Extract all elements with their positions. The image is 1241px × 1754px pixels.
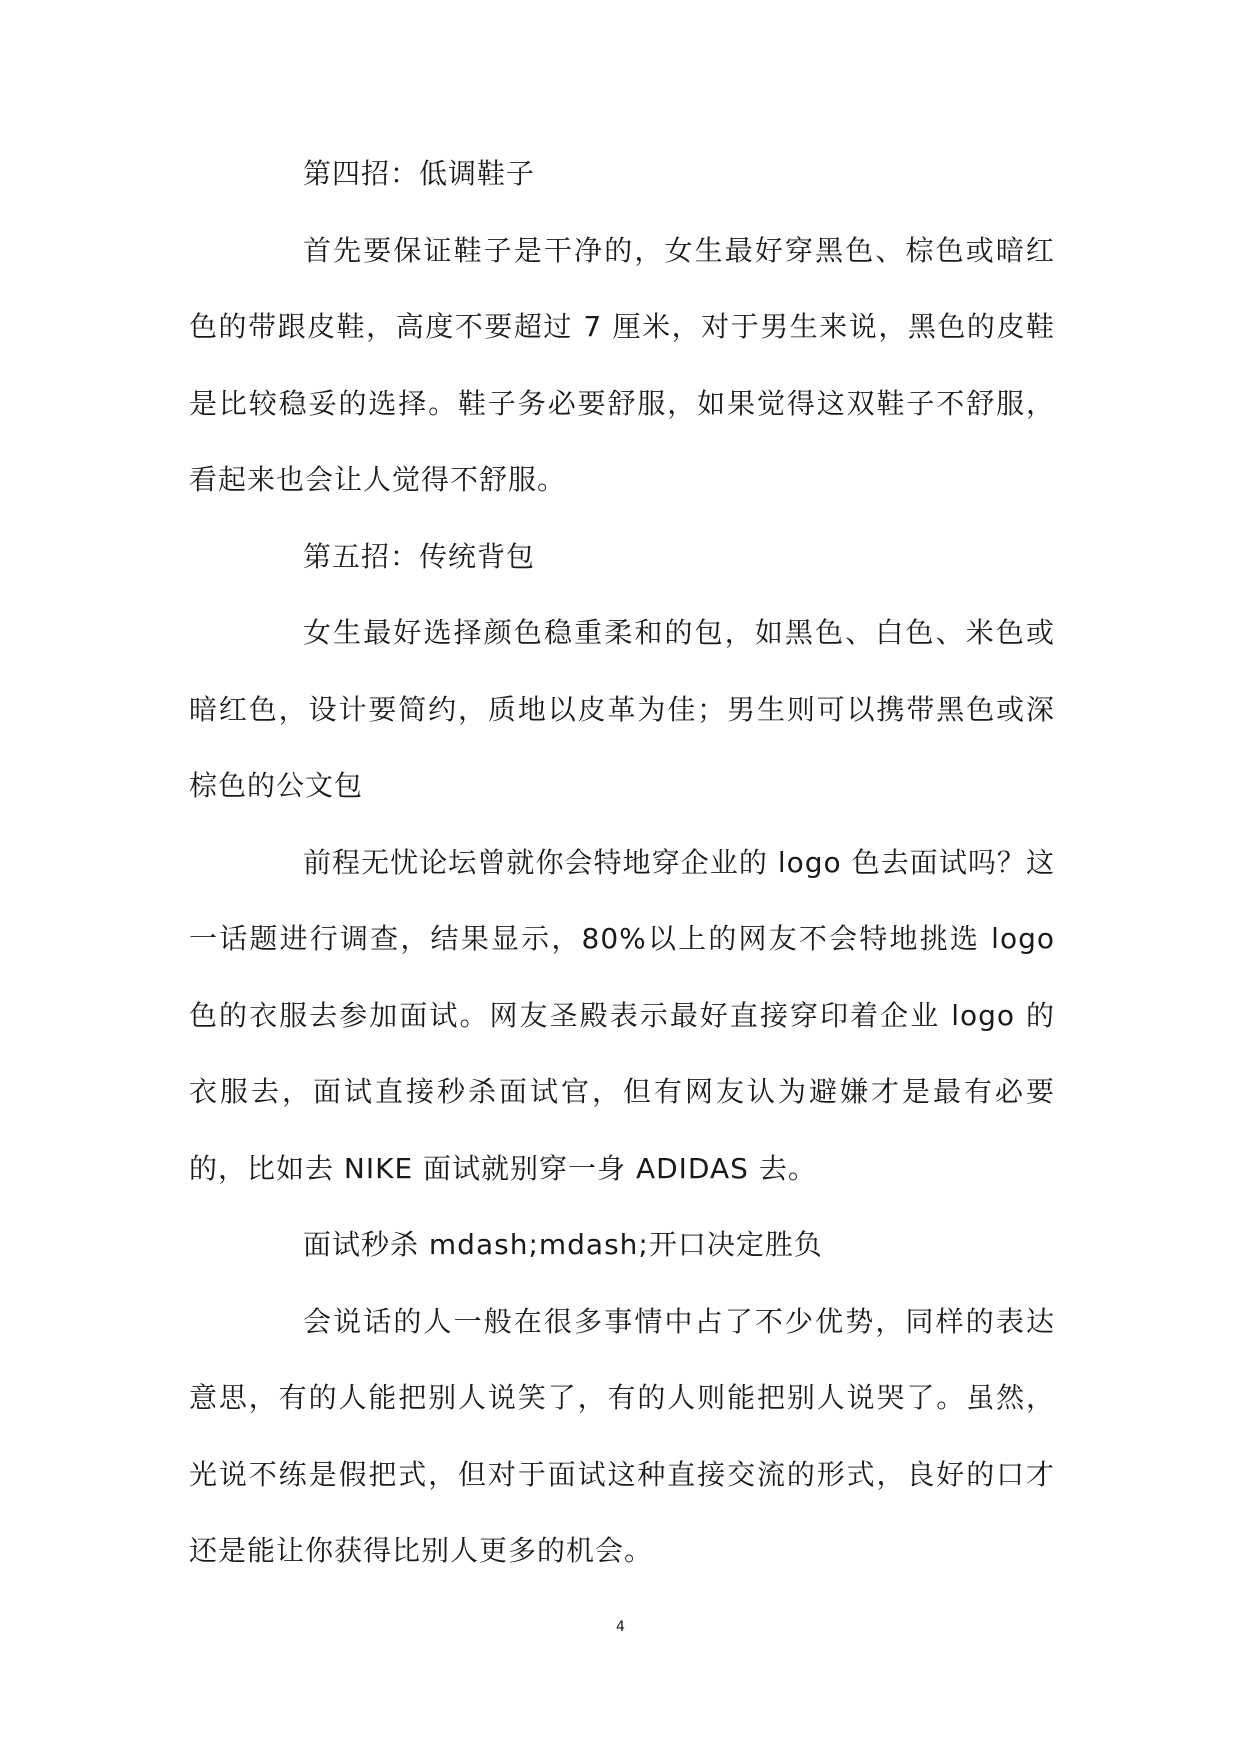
page-number: 4	[616, 1619, 625, 1635]
section-heading-traditional-bag: 第五招：传统背包	[303, 539, 536, 573]
section-heading-speaking: 面试秒杀 mdash;mdash;开口决定胜负	[303, 1228, 823, 1261]
paragraph-logo-color-survey: 前程无忧论坛曾就你会特地穿企业的 logo 色去面试吗？这一话题进行调查，结果显示，80%以上的网友不会特地挑选 logo 色的衣服去参加面试。网友圣殿表示最好直接穿印着企业 logo 的衣服去，面试直接秒杀面试官，但有网友认为避嫌才是最有必要的，比如去 NIKE 面试就别穿一身 ADIDAS 去。	[189, 845, 1055, 1185]
paragraph-shoes-advice: 首先要保证鞋子是干净的，女生最好穿黑色、棕色或暗红色的带跟皮鞋，高度不要超过 7 厘米，对于男生来说，黑色的皮鞋是比较稳妥的选择。鞋子务必要舒服，如果觉得这双鞋子不舒服，看起来也会让人觉得不舒服。	[189, 233, 1055, 496]
paragraph-speaking-advice: 会说话的人一般在很多事情中占了不少优势，同样的表达意思，有的人能把别人说笑了，有的人则能把别人说哭了。虽然，光说不练是假把式，但对于面试这种直接交流的形式，良好的口才还是能让你获得比别人更多的机会。	[189, 1304, 1055, 1567]
section-heading-low-key-shoes: 第四招：低调鞋子	[303, 157, 536, 190]
paragraph-bag-advice: 女生最好选择颜色稳重柔和的包，如黑色、白色、米色或暗红色，设计要简约，质地以皮革为佳；男生则可以携带黑色或深棕色的公文包	[189, 616, 1055, 802]
document-body	[189, 136, 1055, 1590]
